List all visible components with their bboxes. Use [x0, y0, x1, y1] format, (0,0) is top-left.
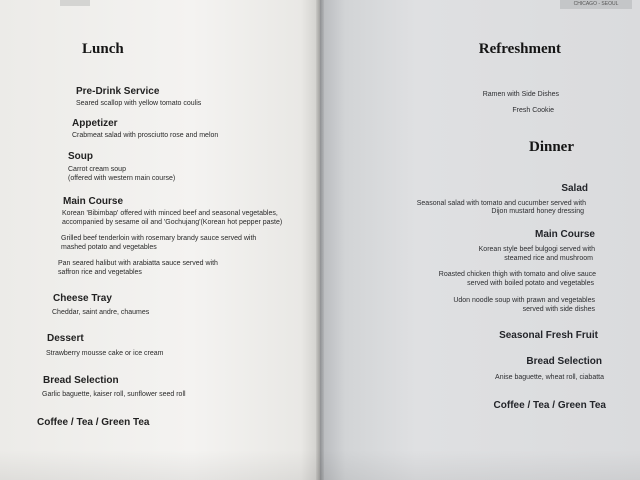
dinner-main-3-line1: Udon noodle soup with prawn and vegetables: [453, 297, 595, 304]
dinner-main-1-line1: Korean style beef bulgogi served with: [478, 246, 595, 253]
lunch-title: Lunch: [82, 41, 124, 57]
salad-heading: Salad: [561, 183, 588, 194]
dinner-main-1-line2: steamed rice and mushroom: [504, 255, 593, 262]
soup-text-line1: Carrot cream soup: [68, 166, 126, 173]
fruit-heading: Seasonal Fresh Fruit: [499, 330, 598, 341]
dinner-main-heading: Main Course: [534, 229, 595, 240]
appetizer-text: Crabmeat salad with prosciutto rose and melon: [72, 132, 219, 139]
soup-text-line2: (offered with western main course): [68, 175, 176, 182]
dinner-title: Dinner: [529, 139, 574, 155]
cheese-heading: Cheese Tray: [53, 293, 112, 304]
dinner-main-3-line2: served with side dishes: [522, 306, 595, 313]
top-tab-left: [60, 0, 90, 6]
dinner-bread-heading: Bread Selection: [526, 356, 602, 367]
salad-line1: Seasonal salad with tomato and cucumber served with: [416, 200, 586, 207]
dinner-bread-text: Anise baguette, wheat roll, ciabatta: [495, 374, 604, 381]
refreshment-title: Refreshment: [478, 41, 561, 57]
lunch-main-3-line2: saffron rice and vegetables: [58, 269, 142, 276]
menu-right-page: [320, 0, 640, 480]
lunch-main-2-line1: Grilled beef tenderloin with rosemary brandy sauce served with: [61, 235, 257, 242]
appetizer-heading: Appetizer: [72, 118, 118, 129]
lunch-main-heading: Main Course: [63, 196, 124, 207]
salad-line2: Dijon mustard honey dressing: [491, 208, 584, 215]
lunch-bread-heading: Bread Selection: [43, 375, 119, 386]
dinner-drinks: Coffee / Tea / Green Tea: [493, 400, 606, 411]
refreshment-item-1: Ramen with Side Dishes: [482, 91, 559, 98]
cheese-text: Cheddar, saint andre, chaumes: [52, 309, 150, 316]
route-tag: CHICAGO - SEOUL: [560, 0, 632, 9]
dessert-text: Strawberry mousse cake or ice cream: [46, 350, 164, 357]
lunch-main-1-line2: accompanied by sesame oil and 'Gochujang'(Korean hot pepper paste): [62, 219, 283, 226]
lunch-drinks: Coffee / Tea / Green Tea: [37, 417, 150, 428]
dinner-main-2-line2: served with boiled potato and vegetables: [467, 280, 594, 287]
lunch-main-1-line1: Korean 'Bibimbap' offered with minced beef and seasonal vegetables,: [62, 210, 278, 217]
soup-heading: Soup: [68, 151, 93, 162]
lunch-main-2-line2: mashed potato and vegetables: [61, 244, 157, 251]
dinner-main-2-line1: Roasted chicken thigh with tomato and olive sauce: [438, 271, 596, 278]
book-gutter: [316, 0, 324, 480]
predrink-heading: Pre-Drink Service: [76, 86, 160, 97]
lunch-main-3-line1: Pan seared halibut with arabiatta sauce served with: [58, 260, 218, 267]
dessert-heading: Dessert: [47, 333, 84, 344]
lunch-bread-text: Garlic baguette, kaiser roll, sunflower seed roll: [42, 391, 186, 398]
predrink-text: Seared scallop with yellow tomato coulis: [76, 100, 202, 107]
refreshment-item-2: Fresh Cookie: [512, 107, 554, 114]
